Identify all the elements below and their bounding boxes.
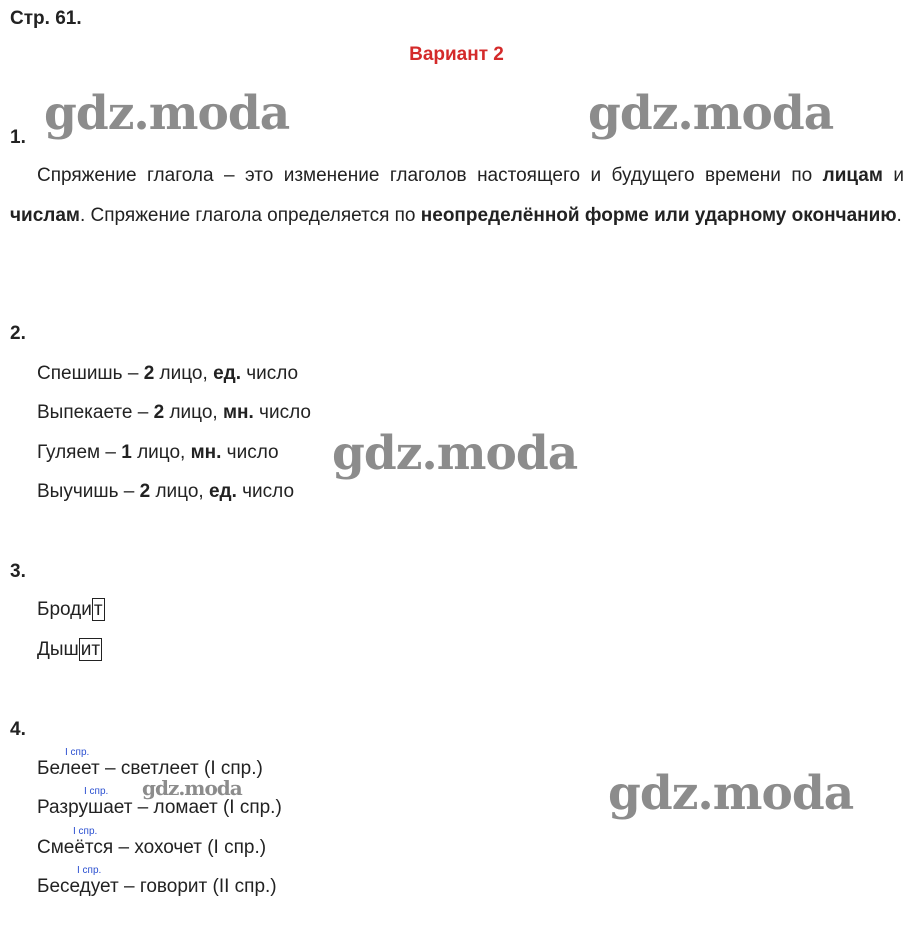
list-item: Беседует – говорит (II спр.)	[37, 876, 277, 897]
person-value: 2	[143, 363, 155, 384]
watermark: gdz.moda	[332, 426, 578, 481]
bold-term: числам	[10, 205, 80, 226]
text: лицо,	[154, 363, 214, 384]
number-value: ед.	[208, 481, 237, 502]
word-stem: Дыш	[37, 639, 79, 660]
text: Спряжение глагола – это изменение глаголов настоящего и будущего времени по	[37, 165, 823, 186]
word: Спешишь –	[37, 363, 144, 384]
list-item	[37, 481, 294, 503]
conjugation-mark: I спр.	[77, 865, 102, 876]
watermark: gdz.moda	[608, 766, 854, 821]
number-value: мн.	[222, 402, 254, 423]
task-number: 1.	[10, 127, 26, 148]
watermark: gdz.moda	[588, 86, 834, 141]
person-value: 1	[121, 442, 132, 463]
list-item	[37, 363, 298, 385]
word: Гуляем –	[37, 442, 122, 463]
person-value: 2	[153, 402, 165, 423]
number-value: ед.	[213, 363, 241, 384]
watermark: gdz.moda	[44, 86, 290, 141]
text: число	[240, 363, 299, 384]
text: лицо,	[164, 402, 223, 423]
text: число	[253, 402, 311, 423]
text: лицо,	[150, 481, 209, 502]
list-item	[37, 639, 102, 661]
text: и	[882, 165, 904, 186]
text: лицо,	[131, 442, 191, 463]
ending-box: т	[93, 599, 103, 620]
list-item: Белеет – светлеет (I спр.)	[37, 758, 263, 779]
task1-paragraph	[10, 156, 904, 236]
list-item	[37, 402, 311, 424]
text: число	[236, 481, 295, 502]
bold-term: неопределённой форме или ударному окончанию	[420, 205, 897, 226]
conjugation-mark: I спр.	[65, 747, 90, 758]
list-item	[37, 442, 279, 464]
list-item	[37, 599, 105, 621]
task-number: 2.	[10, 323, 26, 344]
variant-title: Вариант 2	[409, 44, 504, 65]
text: . Спряжение глагола определяется по	[79, 205, 421, 226]
task-number: 4.	[10, 719, 26, 740]
watermark: gdz.moda	[142, 776, 242, 800]
text: .	[896, 205, 902, 226]
text: число	[221, 442, 279, 463]
conjugation-mark: I спр.	[84, 786, 109, 797]
person-value: 2	[139, 481, 151, 502]
task-number: 3.	[10, 561, 26, 582]
list-item: Смеётся – хохочет (I спр.)	[37, 837, 267, 858]
word-stem: Броди	[37, 599, 92, 620]
list-item: Разрушает – ломает (I спр.)	[37, 797, 282, 818]
page-label: Стр. 61.	[10, 8, 82, 29]
ending-box: ит	[80, 639, 101, 660]
bold-term: лицам	[822, 165, 883, 186]
conjugation-mark: I спр.	[73, 826, 98, 837]
number-value: мн.	[190, 442, 222, 463]
word: Выучишь –	[37, 481, 140, 502]
word: Выпекаете –	[37, 402, 154, 423]
